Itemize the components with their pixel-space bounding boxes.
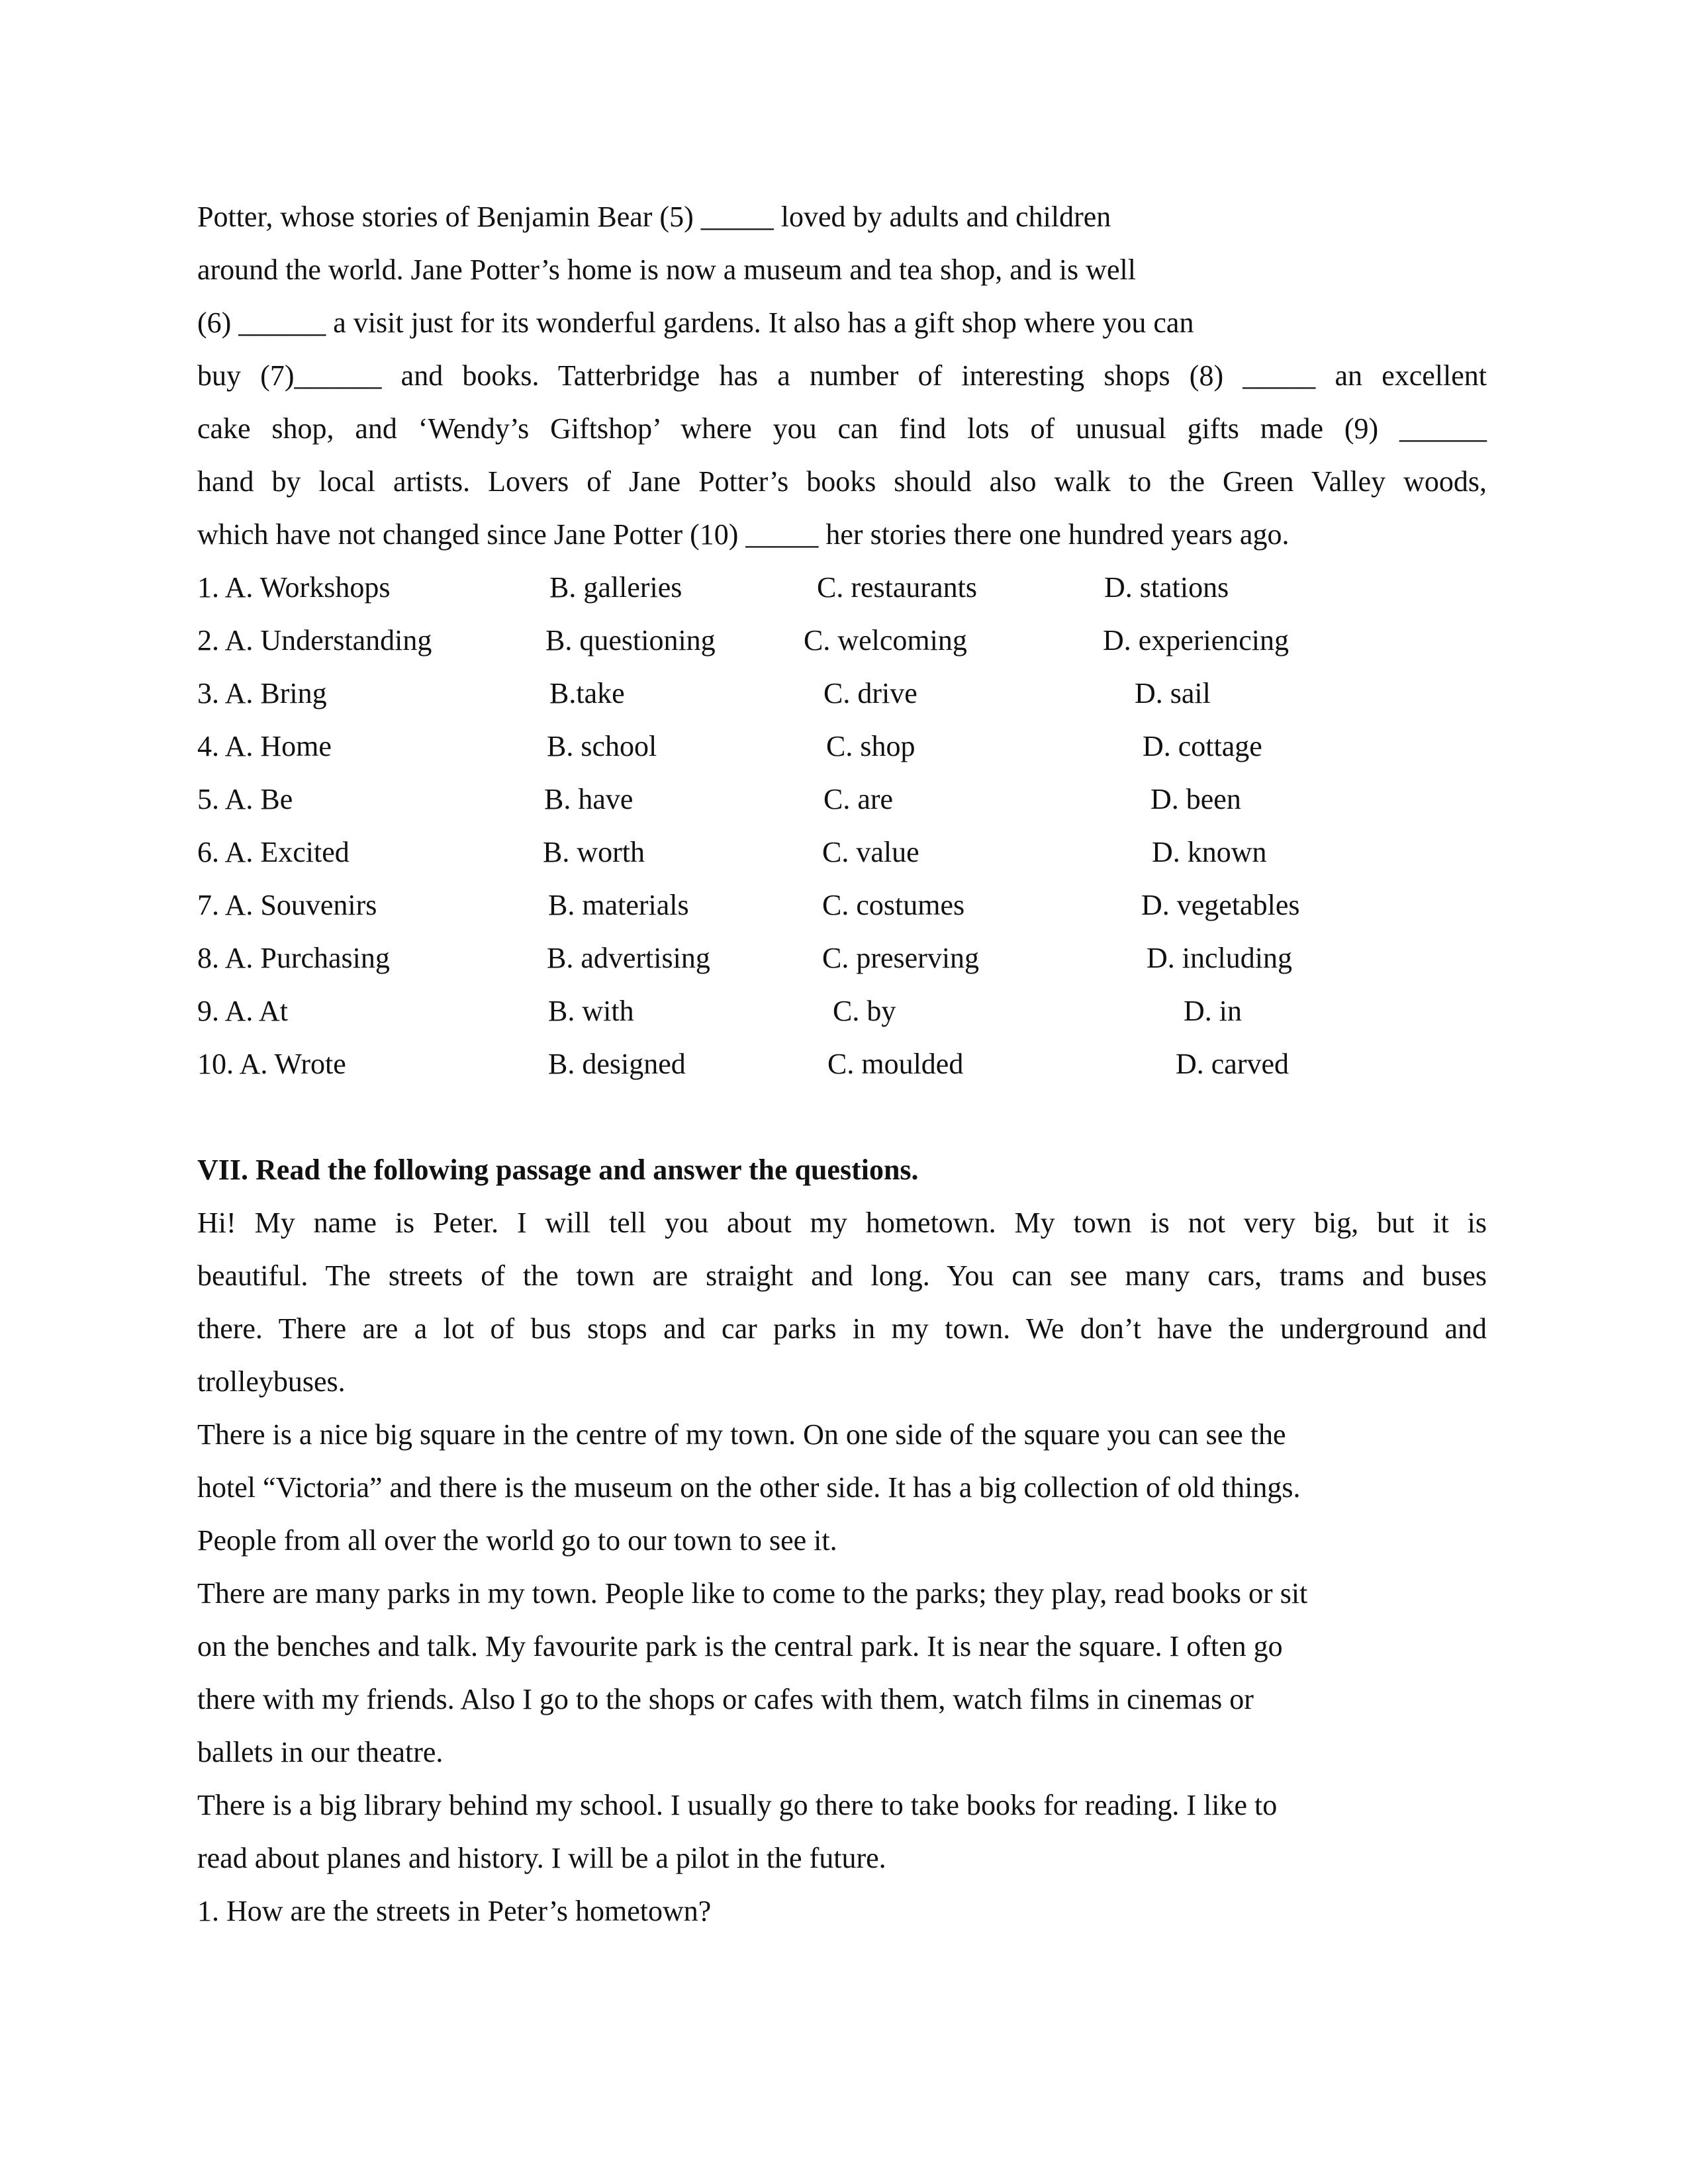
option-a: 7. A. Souvenirs xyxy=(197,889,377,921)
option-row xyxy=(197,720,1488,773)
passage-line: There is a big library behind my school. I usually go there to take books for reading. I like to xyxy=(197,1789,1278,1821)
option-d: D. vegetables xyxy=(1141,889,1300,921)
option-row xyxy=(197,932,1488,985)
option-c: C. costumes xyxy=(822,889,965,921)
option-c: C. drive xyxy=(823,677,917,709)
option-a: 6. A. Excited xyxy=(197,836,350,868)
passage-line: buy (7)______ and books. Tatterbridge has a number of interesting shops (8) _____ an excellent xyxy=(197,359,1487,392)
option-row xyxy=(197,614,1488,667)
option-d: D. cottage xyxy=(1143,730,1262,762)
passage-line: hotel “Victoria” and there is the museum on the other side. It has a big collection of old things. xyxy=(197,1471,1301,1504)
option-d: D. in xyxy=(1184,995,1242,1027)
option-d: D. including xyxy=(1147,942,1292,974)
option-c: C. restaurants xyxy=(817,571,977,604)
option-row xyxy=(197,1038,1488,1091)
option-d: D. carved xyxy=(1176,1048,1289,1080)
option-row xyxy=(197,561,1488,614)
option-d: D. experiencing xyxy=(1103,624,1289,657)
passage-line: There is a nice big square in the centre of my town. On one side of the square you can see the xyxy=(197,1418,1286,1451)
option-row xyxy=(197,985,1488,1038)
passage-line: on the benches and talk. My favourite park is the central park. It is near the square. I often go xyxy=(197,1630,1283,1662)
option-b: B. materials xyxy=(548,889,689,921)
section-heading: VII. Read the following passage and answer the questions. xyxy=(197,1154,919,1186)
option-b: B. worth xyxy=(543,836,645,868)
passage-line: hand by local artists. Lovers of Jane Potter’s books should also walk to the Green Valley woods, xyxy=(197,465,1487,498)
passage-line: There are many parks in my town. People like to come to the parks; they play, read books or sit xyxy=(197,1577,1308,1610)
option-b: B. questioning xyxy=(545,624,716,657)
option-d: D. stations xyxy=(1104,571,1229,604)
passage-line: Potter, whose stories of Benjamin Bear (5) _____ loved by adults and children xyxy=(197,201,1111,233)
option-a: 9. A. At xyxy=(197,995,288,1027)
option-a: 4. A. Home xyxy=(197,730,332,762)
passage-line: ballets in our theatre. xyxy=(197,1736,444,1768)
passage-line: there. There are a lot of bus stops and car parks in my town. We don’t have the underground and xyxy=(197,1312,1487,1345)
passage-line: People from all over the world go to our town to see it. xyxy=(197,1524,837,1557)
option-d: D. known xyxy=(1152,836,1267,868)
option-b: B. advertising xyxy=(547,942,710,974)
option-b: B. school xyxy=(547,730,657,762)
passage-line: read about planes and history. I will be a pilot in the future. xyxy=(197,1842,886,1874)
option-c: C. moulded xyxy=(827,1048,964,1080)
option-row xyxy=(197,879,1488,932)
option-b: B. galleries xyxy=(549,571,682,604)
passage-line: Hi! My name is Peter. I will tell you about my hometown. My town is not very big, but it is xyxy=(197,1206,1487,1239)
passage-line: around the world. Jane Potter’s home is now a museum and tea shop, and is well xyxy=(197,253,1136,286)
option-d: D. been xyxy=(1150,783,1241,815)
option-c: C. preserving xyxy=(822,942,980,974)
option-a: 1. A. Workshops xyxy=(197,571,391,604)
passage-line: (6) ______ a visit just for its wonderful gardens. It also has a gift shop where you can xyxy=(197,306,1194,339)
option-c: C. by xyxy=(833,995,896,1027)
option-row xyxy=(197,667,1488,720)
option-b: B. have xyxy=(544,783,633,815)
passage-line: trolleybuses. xyxy=(197,1365,346,1398)
option-b: B.take xyxy=(549,677,625,709)
option-row xyxy=(197,773,1488,826)
option-b: B. with xyxy=(548,995,634,1027)
option-c: C. are xyxy=(823,783,894,815)
option-row xyxy=(197,826,1488,879)
option-c: C. welcoming xyxy=(804,624,967,657)
passage-line: there with my friends. Also I go to the shops or cafes with them, watch films in cinemas or xyxy=(197,1683,1254,1715)
option-c: C. shop xyxy=(826,730,915,762)
option-a: 8. A. Purchasing xyxy=(197,942,390,974)
option-c: C. value xyxy=(822,836,919,868)
option-a: 5. A. Be xyxy=(197,783,293,815)
option-a: 2. A. Understanding xyxy=(197,624,432,657)
option-d: D. sail xyxy=(1135,677,1211,709)
option-a: 3. A. Bring xyxy=(197,677,327,709)
passage-line: beautiful. The streets of the town are straight and long. You can see many cars, trams and buses xyxy=(197,1259,1487,1292)
option-a: 10. A. Wrote xyxy=(197,1048,346,1080)
question: 1. How are the streets in Peter’s hometown? xyxy=(197,1895,712,1927)
option-b: B. designed xyxy=(548,1048,686,1080)
passage-line: cake shop, and ‘Wendy’s Giftshop’ where you can find lots of unusual gifts made (9) ______ xyxy=(197,412,1487,445)
passage-line: which have not changed since Jane Potter (10) _____ her stories there one hundred years ago. xyxy=(197,518,1289,551)
